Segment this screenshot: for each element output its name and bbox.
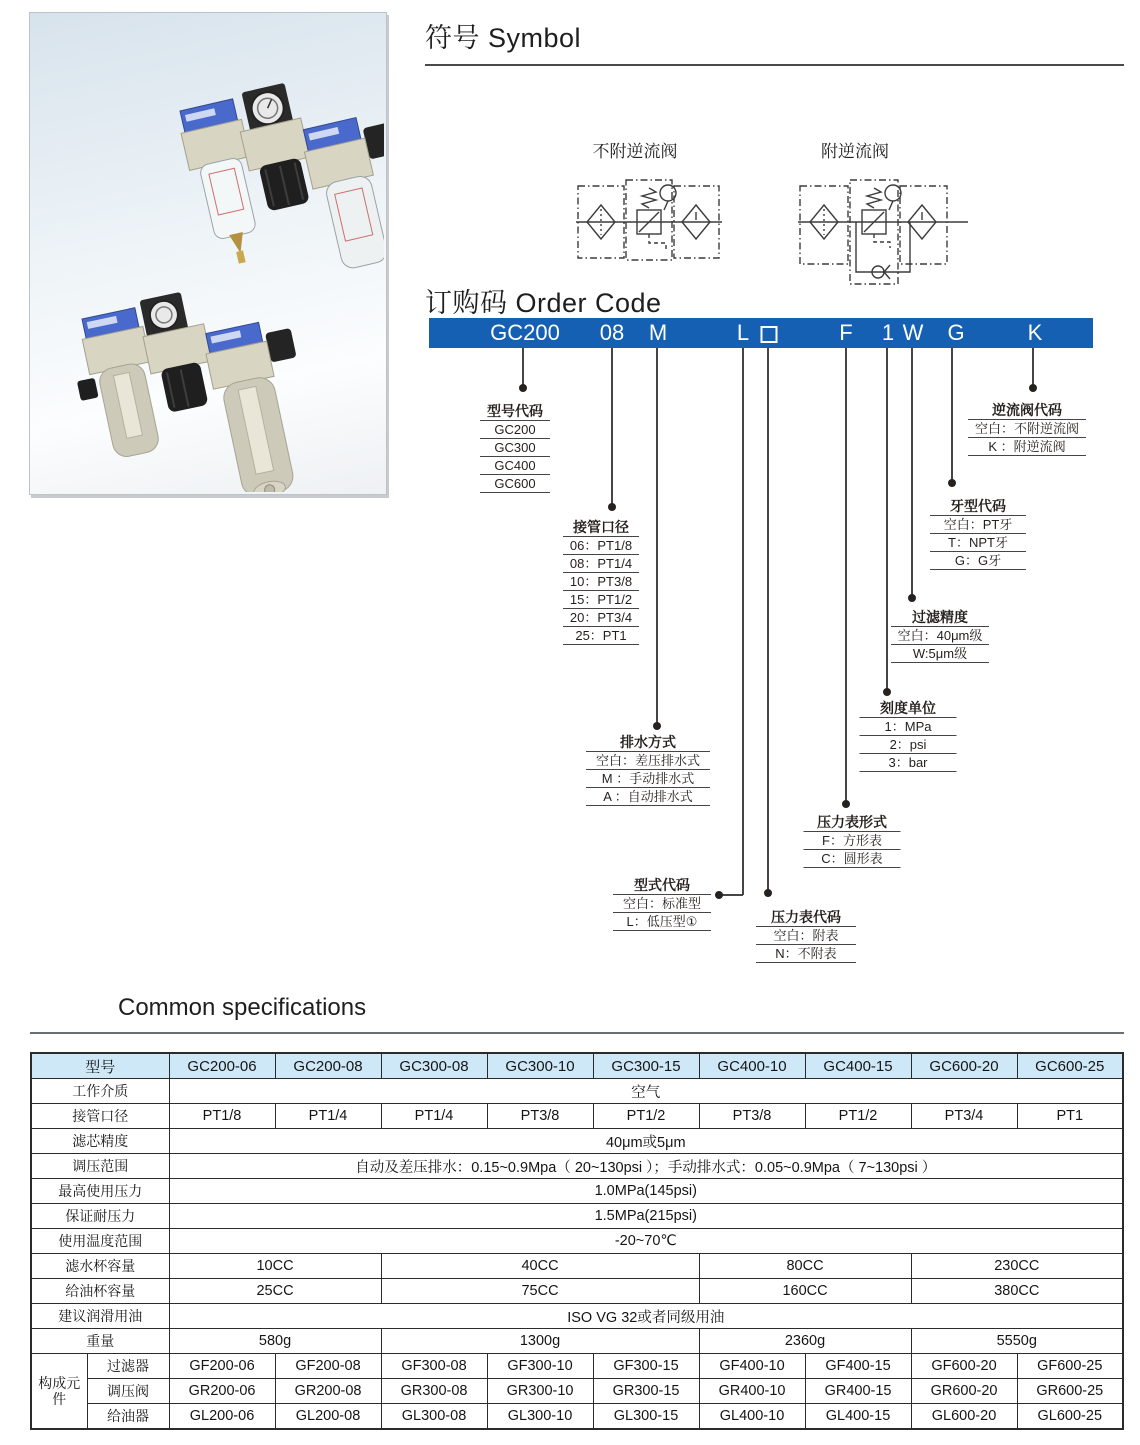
spec-value-cell: PT1/2 bbox=[805, 1104, 911, 1129]
spec-value-cell: 10CC bbox=[169, 1254, 381, 1279]
table-row bbox=[31, 1379, 1123, 1404]
spec-value-cell: GL200-06 bbox=[169, 1404, 275, 1430]
leader-line-drain-type bbox=[656, 348, 658, 726]
table-header-row bbox=[31, 1053, 1123, 1079]
spec-value-cell: 5550g bbox=[911, 1329, 1123, 1354]
order-code-token-W: W bbox=[902, 320, 924, 345]
row-label: 重量 bbox=[31, 1329, 169, 1354]
order-code-token-08: 08 bbox=[599, 320, 625, 345]
leader-dot-check-valve bbox=[1029, 384, 1037, 392]
order-code-option: 空白：附表 bbox=[756, 927, 856, 945]
order-code-option: 3：bar bbox=[860, 754, 957, 772]
spec-value-cell: GR400-15 bbox=[805, 1379, 911, 1404]
spec-value-cell: GF400-15 bbox=[805, 1354, 911, 1379]
column-header-GC400-10: GC400-10 bbox=[699, 1053, 805, 1079]
table-row bbox=[31, 1204, 1123, 1229]
order-code-group-title-check-valve: 逆流阀代码 bbox=[968, 401, 1086, 420]
specs-section-title: Common specifications bbox=[118, 994, 367, 1021]
leader-dot-port-size bbox=[608, 503, 616, 511]
order-code-option: GC200 bbox=[480, 421, 550, 439]
spec-value-cell: GL200-08 bbox=[275, 1404, 381, 1430]
row-label: 过滤器 bbox=[87, 1354, 169, 1379]
table-row bbox=[31, 1079, 1123, 1104]
table-row bbox=[31, 1129, 1123, 1154]
order-code-group-title-port-size: 接管口径 bbox=[563, 518, 639, 537]
leader-dot-model-code bbox=[519, 384, 527, 392]
table-row bbox=[31, 1179, 1123, 1204]
order-code-group-filtration bbox=[891, 608, 989, 663]
order-code-option: GC400 bbox=[480, 457, 550, 475]
order-code-option: 空白：40μm级 bbox=[891, 627, 989, 645]
leader-dot-filtration bbox=[908, 594, 916, 602]
row-label: 保证耐压力 bbox=[31, 1204, 169, 1229]
order-code-group-check-valve bbox=[968, 401, 1086, 456]
spec-value-cell: GF300-15 bbox=[593, 1354, 699, 1379]
row-label: 调压阀 bbox=[87, 1379, 169, 1404]
spec-value-cell: GL400-10 bbox=[699, 1404, 805, 1430]
row-label: 给油杯容量 bbox=[31, 1279, 169, 1304]
row-label: 调压范围 bbox=[31, 1154, 169, 1179]
order-code-group-title-model-code: 型号代码 bbox=[480, 402, 550, 421]
leader-line-port-size bbox=[611, 348, 613, 507]
column-header-GC300-15: GC300-15 bbox=[593, 1053, 699, 1079]
table-row bbox=[31, 1154, 1123, 1179]
order-code-group-gauge-code bbox=[756, 908, 856, 963]
order-code-group-model-code bbox=[480, 402, 550, 493]
order-code-option: C：圆形表 bbox=[804, 850, 901, 868]
row-label: 滤芯精度 bbox=[31, 1129, 169, 1154]
table-row bbox=[31, 1354, 1123, 1379]
order-code-option: 空白：差压排水式 bbox=[586, 752, 710, 770]
spec-value-cell: ISO VG 32或者同级用油 bbox=[169, 1304, 1123, 1329]
order-code-group-gauge-form bbox=[804, 813, 901, 868]
spec-value-cell: 40CC bbox=[381, 1254, 699, 1279]
order-code-option: 25：PT1 bbox=[563, 627, 639, 645]
row-label: 接管口径 bbox=[31, 1104, 169, 1129]
order-code-option: GC600 bbox=[480, 475, 550, 493]
spec-value-cell: GR300-08 bbox=[381, 1379, 487, 1404]
column-header-GC300-08: GC300-08 bbox=[381, 1053, 487, 1079]
order-code-group-port-size bbox=[563, 518, 639, 645]
spec-value-cell: GR600-25 bbox=[1017, 1379, 1123, 1404]
spec-value-cell: GR400-10 bbox=[699, 1379, 805, 1404]
spec-value-cell: GL600-25 bbox=[1017, 1404, 1123, 1430]
spec-value-cell: GL400-15 bbox=[805, 1404, 911, 1430]
leader-line-filtration bbox=[911, 348, 913, 598]
order-code-group-drain-type bbox=[586, 733, 710, 806]
table-row bbox=[31, 1404, 1123, 1430]
spec-value-cell: PT1 bbox=[1017, 1104, 1123, 1129]
row-label: 给油器 bbox=[87, 1404, 169, 1430]
spec-value-cell: 空气 bbox=[169, 1079, 1123, 1104]
spec-value-cell: -20~70℃ bbox=[169, 1229, 1123, 1254]
symbol-label-with-check-valve: 附逆流阀 bbox=[821, 142, 889, 161]
order-code-token-GC200: GC200 bbox=[490, 320, 560, 345]
order-code-option: T：NPT牙 bbox=[930, 534, 1026, 552]
column-header-GC400-15: GC400-15 bbox=[805, 1053, 911, 1079]
order-code-group-title-thread-type: 牙型代码 bbox=[930, 497, 1026, 516]
spec-value-cell: 75CC bbox=[381, 1279, 699, 1304]
order-code-option: 空白：PT牙 bbox=[930, 516, 1026, 534]
spec-value-cell: GF600-25 bbox=[1017, 1354, 1123, 1379]
column-header-GC200-08: GC200-08 bbox=[275, 1053, 381, 1079]
order-code-option: 2：psi bbox=[860, 736, 957, 754]
symbol-section-title: 符号 Symbol bbox=[425, 23, 582, 53]
leader-dot-form-code bbox=[715, 891, 723, 899]
table-row bbox=[31, 1329, 1123, 1354]
spec-value-cell: GF300-08 bbox=[381, 1354, 487, 1379]
order-code-option: 空白：标准型 bbox=[613, 895, 711, 913]
spec-value-cell: PT1/2 bbox=[593, 1104, 699, 1129]
leader-dot-thread-type bbox=[948, 479, 956, 487]
leader-dot-gauge-form bbox=[842, 800, 850, 808]
order-code-option: M ：手动排水式 bbox=[586, 770, 710, 788]
order-code-group-form-code bbox=[613, 876, 711, 931]
spec-value-cell: PT1/4 bbox=[381, 1104, 487, 1129]
order-code-group-title-form-code: 型式代码 bbox=[613, 876, 711, 895]
order-code-option: L：低压型① bbox=[613, 913, 711, 931]
spec-value-cell: 580g bbox=[169, 1329, 381, 1354]
leader-line-check-valve bbox=[1032, 348, 1034, 388]
column-header-GC300-10: GC300-10 bbox=[487, 1053, 593, 1079]
spec-value-cell: GL600-20 bbox=[911, 1404, 1017, 1430]
spec-value-cell: 1300g bbox=[381, 1329, 699, 1354]
leader-line-model-code bbox=[522, 348, 524, 388]
row-group-label: 构成元件 bbox=[31, 1354, 87, 1430]
specs-title-rule bbox=[30, 1032, 1124, 1034]
spec-value-cell: 380CC bbox=[911, 1279, 1123, 1304]
leader-dot-gauge-code bbox=[764, 889, 772, 897]
order-code-option: K ：附逆流阀 bbox=[968, 438, 1086, 456]
spec-value-cell: GL300-08 bbox=[381, 1404, 487, 1430]
order-code-option: G：G牙 bbox=[930, 552, 1026, 570]
spec-value-cell: 自动及差压排水：0.15~0.9Mpa（ 20~130psi ）；手动排水式：0.05~0.9Mpa（ 7~130psi ） bbox=[169, 1154, 1123, 1179]
specifications-table bbox=[30, 1052, 1124, 1430]
table-row bbox=[31, 1279, 1123, 1304]
leader-line-thread-type bbox=[951, 348, 953, 483]
spec-value-cell: GL300-15 bbox=[593, 1404, 699, 1430]
table-row bbox=[31, 1104, 1123, 1129]
order-code-token-K: K bbox=[1027, 320, 1043, 345]
table-row bbox=[31, 1304, 1123, 1329]
spec-value-cell: GF600-20 bbox=[911, 1354, 1017, 1379]
row-label: 滤水杯容量 bbox=[31, 1254, 169, 1279]
order-code-option: N：不附表 bbox=[756, 945, 856, 963]
row-label: 建议润滑用油 bbox=[31, 1304, 169, 1329]
table-row bbox=[31, 1229, 1123, 1254]
leader-line-form-code bbox=[742, 348, 744, 895]
spec-value-cell: PT1/4 bbox=[275, 1104, 381, 1129]
order-code-group-title-scale-unit: 刻度单位 bbox=[860, 699, 957, 718]
column-header-GC600-20: GC600-20 bbox=[911, 1053, 1017, 1079]
order-code-option: 1：MPa bbox=[860, 718, 957, 736]
spec-value-cell: GL300-10 bbox=[487, 1404, 593, 1430]
leader-dot-scale-unit bbox=[883, 688, 891, 696]
spec-value-cell: GR600-20 bbox=[911, 1379, 1017, 1404]
order-code-group-thread-type bbox=[930, 497, 1026, 570]
spec-value-cell: 40μm或5μm bbox=[169, 1129, 1123, 1154]
order-code-token-L: L bbox=[736, 320, 750, 345]
order-code-group-scale-unit bbox=[860, 699, 957, 772]
spec-value-cell: 25CC bbox=[169, 1279, 381, 1304]
spec-value-cell: GF200-08 bbox=[275, 1354, 381, 1379]
spec-value-cell: GR200-06 bbox=[169, 1379, 275, 1404]
order-code-group-title-gauge-form: 压力表形式 bbox=[804, 813, 901, 832]
row-label: 最高使用压力 bbox=[31, 1179, 169, 1204]
spec-value-cell: GR300-15 bbox=[593, 1379, 699, 1404]
order-code-option: 20：PT3/4 bbox=[563, 609, 639, 627]
spec-value-cell: 160CC bbox=[699, 1279, 911, 1304]
spec-value-cell: 1.0MPa(145psi) bbox=[169, 1179, 1123, 1204]
order-code-token-M: M bbox=[648, 320, 668, 345]
order-code-group-title-filtration: 过滤精度 bbox=[891, 608, 989, 627]
spec-value-cell: 2360g bbox=[699, 1329, 911, 1354]
order-code-token-1: 1 bbox=[881, 320, 895, 345]
order-code-option: 15：PT1/2 bbox=[563, 591, 639, 609]
order-code-option: GC300 bbox=[480, 439, 550, 457]
spec-value-cell: GR300-10 bbox=[487, 1379, 593, 1404]
order-code-option: 06：PT1/8 bbox=[563, 537, 639, 555]
leader-line-gauge-form bbox=[845, 348, 847, 804]
row-label: 使用温度范围 bbox=[31, 1229, 169, 1254]
spec-value-cell: GF400-10 bbox=[699, 1354, 805, 1379]
spec-value-cell: 230CC bbox=[911, 1254, 1123, 1279]
column-header-GC600-25: GC600-25 bbox=[1017, 1053, 1123, 1079]
leader-dot-drain-type bbox=[653, 722, 661, 730]
order-code-option: A ：自动排水式 bbox=[586, 788, 710, 806]
order-code-group-title-gauge-code: 压力表代码 bbox=[756, 908, 856, 927]
spec-value-cell: GR200-08 bbox=[275, 1379, 381, 1404]
row-label: 工作介质 bbox=[31, 1079, 169, 1104]
spec-value-cell: GF300-10 bbox=[487, 1354, 593, 1379]
order-code-section-title: 订购码 Order Code bbox=[425, 288, 662, 318]
order-code-option: W:5μm级 bbox=[891, 645, 989, 663]
spec-value-cell: PT3/8 bbox=[699, 1104, 805, 1129]
symbol-label-without-check-valve: 不附逆流阀 bbox=[592, 142, 678, 161]
spec-value-cell: PT3/8 bbox=[487, 1104, 593, 1129]
spec-value-cell: 80CC bbox=[699, 1254, 911, 1279]
column-header-GC200-06: GC200-06 bbox=[169, 1053, 275, 1079]
spec-value-cell: PT1/8 bbox=[169, 1104, 275, 1129]
order-code-group-title-drain-type: 排水方式 bbox=[586, 733, 710, 752]
order-code-option: 10：PT3/8 bbox=[563, 573, 639, 591]
column-header-model: 型号 bbox=[31, 1053, 169, 1079]
spec-value-cell: 1.5MPa(215psi) bbox=[169, 1204, 1123, 1229]
order-code-token-G: G bbox=[947, 320, 965, 345]
spec-value-cell: GF200-06 bbox=[169, 1354, 275, 1379]
leader-line-scale-unit bbox=[886, 348, 888, 692]
order-code-token-F: F bbox=[839, 320, 853, 345]
leader-line-gauge-code bbox=[767, 348, 769, 893]
table-row bbox=[31, 1254, 1123, 1279]
order-code-option: 空白：不附逆流阀 bbox=[968, 420, 1086, 438]
order-code-option: F：方形表 bbox=[804, 832, 901, 850]
order-code-option: 08：PT1/4 bbox=[563, 555, 639, 573]
spec-value-cell: PT3/4 bbox=[911, 1104, 1017, 1129]
